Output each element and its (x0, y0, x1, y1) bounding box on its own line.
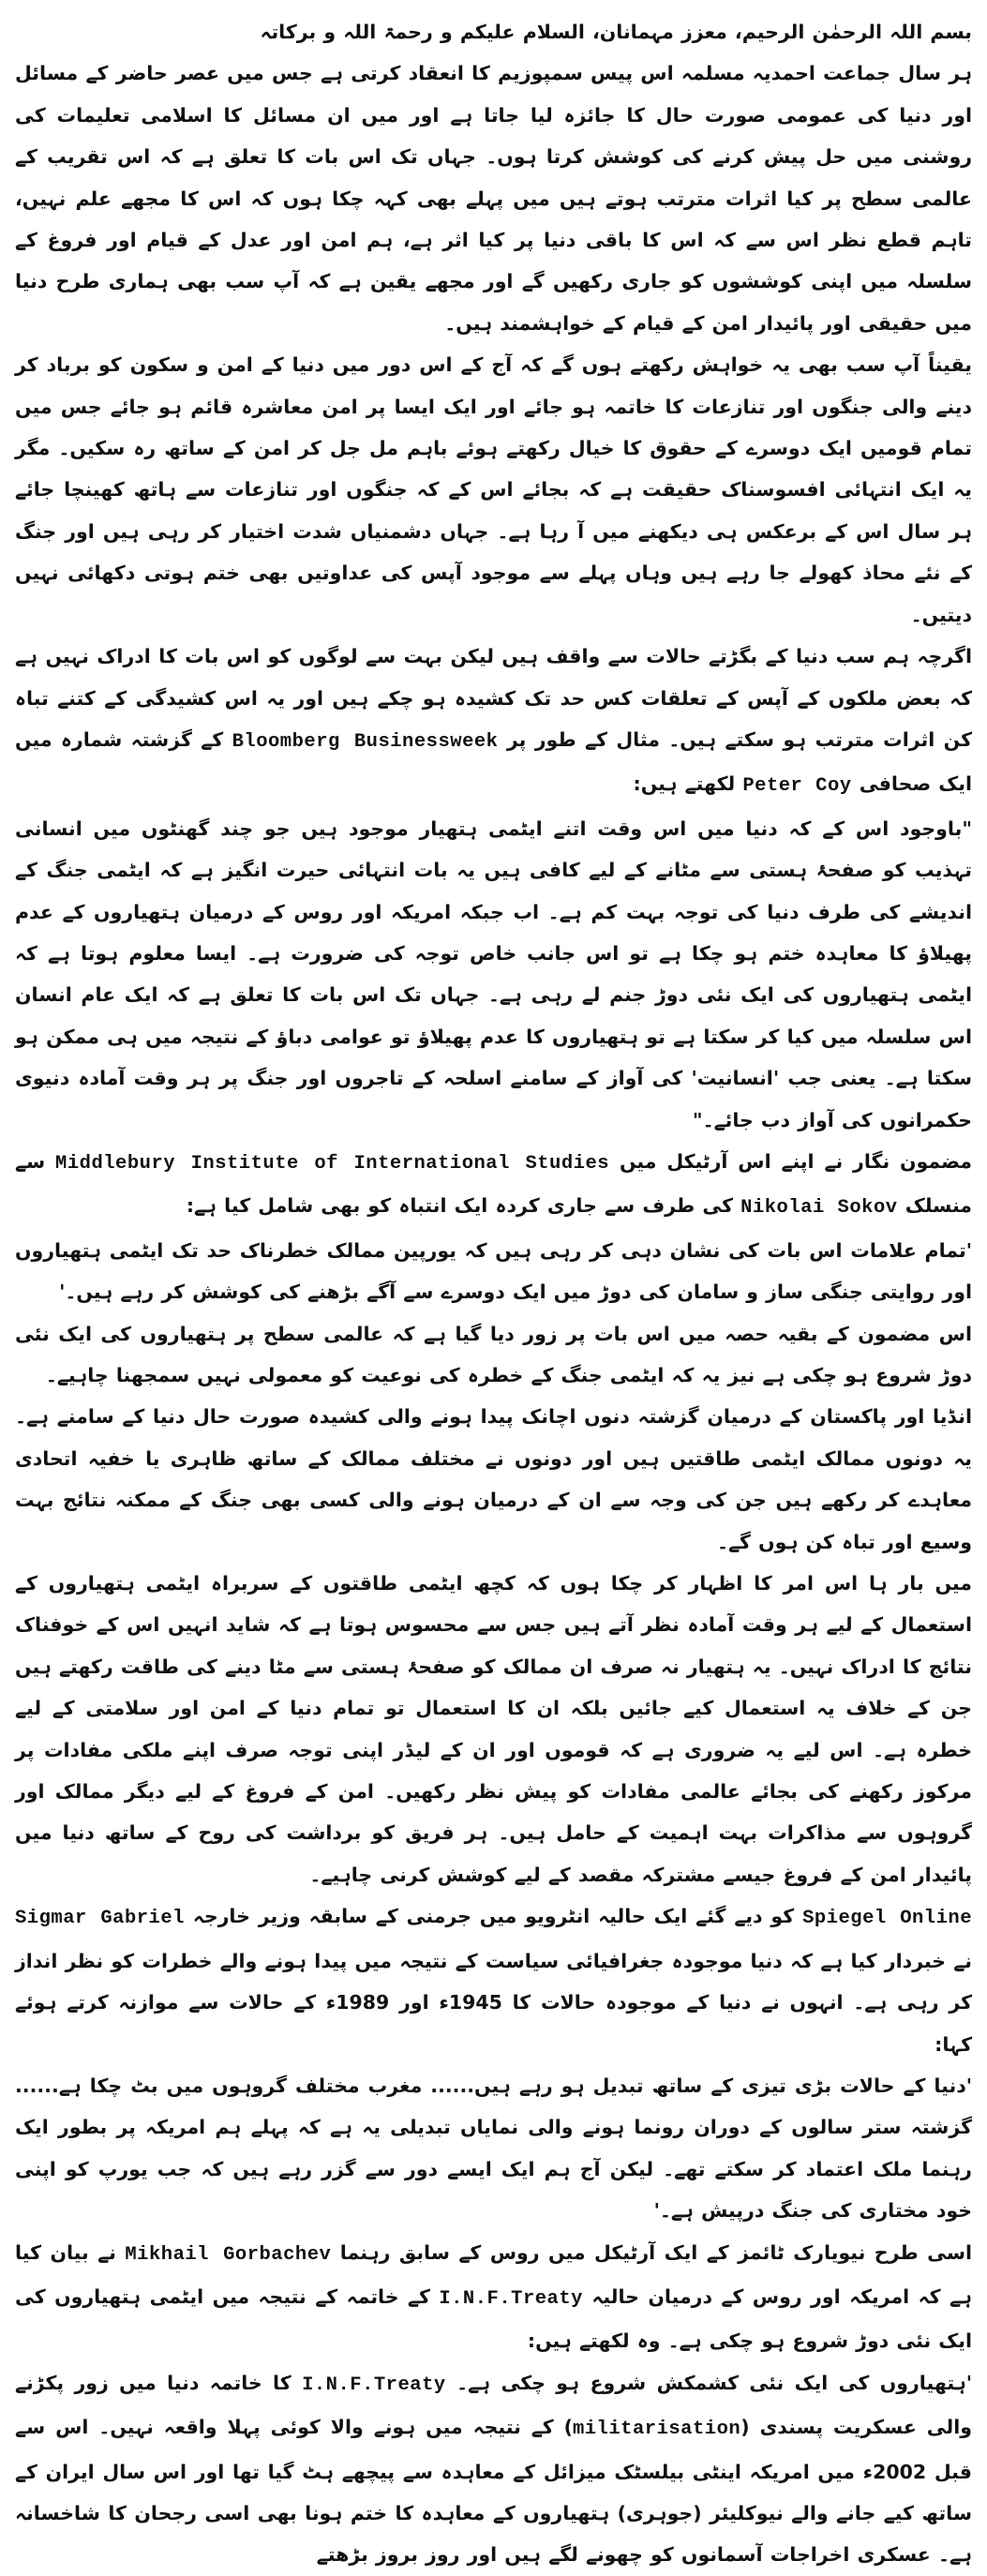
tensions-text-1: اگرچہ ہم سب دنیا کے بگڑتے حالات سے واقف ہیں لیکن بہت سے لوگوں کو اس بات کا ادراک نہیں ہے کہ بعض ملکوں کے آپس کے تعلقات کس حد تک کشیدہ ہو چکے ہیں اور یہ اس کشیدگی کے کتنے تباہ کن اثرات مترتب ہو سکتے ہیں۔ مثال کے طور پر (15, 645, 973, 751)
militarisation-term: militarisation (572, 2419, 741, 2441)
sokov-text-3: کی طرف سے جاری کردہ ایک انتباہ کو بھی شامل کیا ہے: (186, 1194, 733, 1218)
gorbachev-text-1: اسی طرح نیویارک ٹائمز کے ایک آرٹیکل میں روس کے سابق رہنما (339, 2240, 973, 2264)
treaty-name: I.N.F.Treaty (439, 2287, 583, 2310)
gabriel-paragraph (15, 1895, 972, 2065)
greeting-paragraph: بسم اللہ الرحمٰن الرحیم، معزز مہمانان، السلام علیکم و رحمۃ اللہ و برکاتہ (260, 21, 972, 43)
magazine-name: Bloomberg Businessweek (232, 730, 499, 753)
institute-name: Middlebury Institute of International Studies (55, 1152, 610, 1175)
gorbachev-quote-1: 'ہتھیاروں کی ایک نئی کشمکش شروع ہو چکی ہے۔ (456, 2371, 973, 2394)
quote-gabriel: 'دنیا کے حالات بڑی تیزی کے ساتھ تبدیل ہو رہے ہیں...... مغرب مختلف گروہوں میں بٹ چکا ہے...... گزشتہ ستر سالوں کے دوران رونما ہونے والی نمایاں تبدیلی یہ ہے کہ پہلے ہم امریکہ پر بطور ایک رہنما ملک اعتماد کر سکتے تھے۔ لیکن آج ہم ایک ایسے دور سے گزر رہے ہیں کہ جب یورپ کو اپنی خود مختاری کی جنگ درپیش ہے۔' (15, 2074, 972, 2223)
india-pakistan-paragraph: انڈیا اور پاکستان کے درمیان گزشتہ دنوں اچانک پیدا ہونے والی کشیدہ صورت حال دنیا کے سامنے ہے۔ یہ دونوں ممالک ایٹمی طاقتیں ہیں اور دونوں نے مختلف ممالک کے ساتھ ظاہری یا خفیہ اتحادی معاہدے کر رکھے ہیں جن کی وجہ سے ان کے درمیان ہونے والی کسی بھی جنگ کے ممکنہ نتائج بہت وسیع اور تباہ کن ہوں گے۔ (15, 1405, 972, 1553)
quote-treaty-name: I.N.F.Treaty (302, 2374, 446, 2396)
sokov-name: Nikolai Sokov (740, 1197, 898, 1220)
quote-sokov: 'تمام علامات اس بات کی نشان دہی کر رہی ہیں کہ یورپین ممالک خطرناک حد تک ایٹمی ہتھیاروں اور روایتی جنگی ساز و سامان کی دوڑ میں ایک دوسرے سے آگے بڑھنے کی کوشش کر رہے ہیں۔' (15, 1238, 972, 1304)
sokov-text-1: مضمون نگار نے اپنے اس آرٹیکل میں (619, 1149, 972, 1173)
sokov-text-2: سے منسلک (15, 1149, 972, 1218)
gabriel-name: Sigmar Gabriel (15, 1908, 185, 1930)
gorbachev-text-3: کے خاتمہ کے نتیجہ میں ایٹمی ہتھیاروں کی ایک نئی دوڑ شروع ہو چکی ہے۔ وہ لکھتے ہیں: (15, 2284, 972, 2353)
intro-paragraph: ہر سال جماعت احمدیہ مسلمہ اس پیس سمپوزیم کا انعقاد کرتی ہے جس میں عصر حاضر کے مسائل اور دنیا کی عمومی صورت حال کا جائزہ لیا جاتا ہے اور میں ان مسائل کا اسلامی تعلیمات کی روشنی میں حل پیش کرنے کی کوشش کرتا ہوں۔ جہاں تک اس بات کا تعلق ہے کہ اس تقریب کے عالمی سطح پر کیا اثرات مترتب ہوتے ہیں میں پہلے بھی کہہ چکا ہوں کہ اس کا مجھے علم نہیں، تاہم قطع نظر اس سے کہ اس کا باقی دنیا پر کیا اثر ہے، ہم امن اور عدل کے قیام اور فروغ کے سلسلہ میں اپنی کوششوں کو جاری رکھیں گے اور مجھے یقین ہے کہ آپ سب بھی ہماری طرح دنیا میں حقیقی اور پائیدار امن کے قیام کے خواہشمند ہیں۔ (15, 62, 972, 335)
sokov-intro-paragraph (15, 1141, 972, 1230)
gabriel-text-1: کو دیے گئے ایک حالیہ انٹرویو میں جرمنی کے سابقہ وزیر خارجہ (192, 1905, 795, 1928)
nuclear-leaders-paragraph: میں بار ہا اس امر کا اظہار کر چکا ہوں کہ کچھ ایٹمی طاقتوں کے سربراہ ایٹمی ہتھیاروں کے استعمال کے لیے ہر وقت آمادہ نظر آتے ہیں جس سے محسوس ہوتا ہے کہ شاید انہیں اس کے خوفناک نتائج کا ادراک نہیں۔ یہ ہتھیار نہ صرف ان ممالک کو صفحۂ ہستی سے مٹا دینے کی طاقت رکھتے ہیں جن کے خلاف یہ استعمال کیے جائیں بلکہ ان کا استعمال تو تمام دنیا کے امن اور سلامتی کے لیے خطرہ ہے۔ اس لیے یہ ضروری ہے کہ قوموں اور ان کے لیڈر اپنی توجہ صرف اپنے ملکی مفادات پر مرکوز رکھنے کی بجائے عالمی مفادات کو پیش نظر رکھیں۔ امن کے فروغ کے لیے دیگر ممالک اور گروہوں سے مذاکرات بہت اہمیت کے حامل ہیں۔ ہر فریق کو برداشت کی روح کے ساتھ دنیا میں پائیدار امن کے فروغ جیسے مشترکہ مقصد کے لیے کوشش کرنی چاہیے۔ (15, 1572, 972, 1886)
wars-paragraph: یقیناً آپ سب بھی یہ خواہش رکھتے ہوں گے کہ آج کے اس دور میں دنیا کے امن و سکون کو برباد کر دینے والی جنگوں اور تنازعات کا خاتمہ ہو جائے اور ایک ایسا پر امن معاشرہ قائم ہو جائے جس میں تمام قومیں ایک دوسرے کے حقوق کا خیال رکھتے ہوئے باہم مل جل کر امن کے ساتھ رہ سکیں۔ مگر یہ ایک انتہائی افسوسناک حقیقت ہے کہ بجائے اس کے کہ جنگوں اور تنازعات سے ہاتھ کھینچا جائے ہر سال اس کے برعکس ہی دیکھنے میں آ رہا ہے۔ جہاں دشمنیاں شدت اختیار کر رہی ہیں اور جنگ کے نئے محاذ کھولے جا رہے ہیں وہاں پہلے سے موجود آپس کی عداوتیں بھی ختم ہوتی دکھائی نہیں دیتیں۔ (15, 353, 972, 626)
spiegel-name: Spiegel Online (802, 1908, 973, 1930)
tensions-paragraph (15, 636, 972, 808)
gorbachev-paragraph (15, 2232, 972, 2362)
tensions-text-2: کے گزشتہ شمارہ میں ایک صحافی (15, 727, 972, 796)
gorbachev-name: Mikhail Gorbachev (125, 2243, 332, 2266)
gorbachev-quote-2: کا خاتمہ دنیا میں زور پکڑنے والی عسکریت پسندی ( (15, 2371, 972, 2439)
quote-gorbachev (15, 2362, 972, 2576)
arms-race-paragraph: اس مضمون کے بقیہ حصہ میں اس بات پر زور دیا گیا ہے کہ عالمی سطح پر ہتھیاروں کی ایک نئی دوڑ شروع ہو چکی ہے نیز یہ کہ ایٹمی جنگ کے خطرہ کی نوعیت کو معمولی نہیں سمجھنا چاہیے۔ (15, 1322, 972, 1386)
author-name: Peter Coy (742, 775, 852, 798)
gorbachev-quote-3: ) کے نتیجہ میں ہونے والا کوئی پہلا واقعہ نہیں۔ اس سے قبل 2002ء میں امریکہ اینٹی بیلسٹک میزائل کے معاہدہ سے پیچھے ہٹ گیا تھا اور اس سال ایران کے ساتھ کیے جانے والے نیوکلیئر (جوہری) ہتھیاروں کے معاہدہ کا ختم ہونا بھی اسی رجحان کا شاخسانہ ہے۔ عسکری اخراجات آسمانوں کو چھونے لگے ہیں اور روز بروز بڑھتے (15, 2416, 972, 2567)
gorbachev-text-2: نے بیان کیا ہے کہ امریکہ اور روس کے درمیان حالیہ (15, 2240, 973, 2308)
tensions-text-3: لکھتے ہیں: (633, 772, 736, 796)
quote-peter-coy: "باوجود اس کے کہ دنیا میں اس وقت اتنے ایٹمی ہتھیار موجود ہیں جو چند گھنٹوں میں انسانی تہذیب کو صفحۂ ہستی سے مٹانے کے لیے کافی ہیں یہ بات انتہائی حیرت انگیز ہے کہ ایٹمی جنگ کے اندیشے کی طرف دنیا کی توجہ بہت کم ہے۔ اب جبکہ امریکہ اور روس کے درمیان ہتھیاروں کے عدم پھیلاؤ کا معاہدہ ختم ہو چکا ہے تو اس جانب خاص توجہ کی ضرورت ہے۔ ایسا معلوم ہوتا ہے کہ ایٹمی ہتھیاروں کی ایک نئی دوڑ جنم لے رہی ہے۔ جہاں تک اس بات کا تعلق ہے کہ ایک عام انسان اس سلسلہ میں کیا کر سکتا ہے تو ہتھیاروں کا عدم پھیلاؤ تو عوامی دباؤ کے نتیجہ میں ہی ممکن ہو سکتا ہے۔ یعنی جب 'انسانیت' کی آواز کے سامنے اسلحہ کے تاجروں اور جنگ پر ہر وقت آمادہ دنیوی حکمرانوں کی آواز دب جائے۔" (15, 816, 972, 1131)
gabriel-text-2: نے خبردار کیا ہے کہ دنیا موجودہ جغرافیائی سیاست کے نتیجہ میں پیدا ہونے والے خطرات کو نظر انداز کر رہی ہے۔ انہوں نے دنیا کے موجودہ حالات کا 1945ء اور 1989ء کے حالات سے موازنہ کرتے ہوئے کہا: (15, 1949, 972, 2056)
